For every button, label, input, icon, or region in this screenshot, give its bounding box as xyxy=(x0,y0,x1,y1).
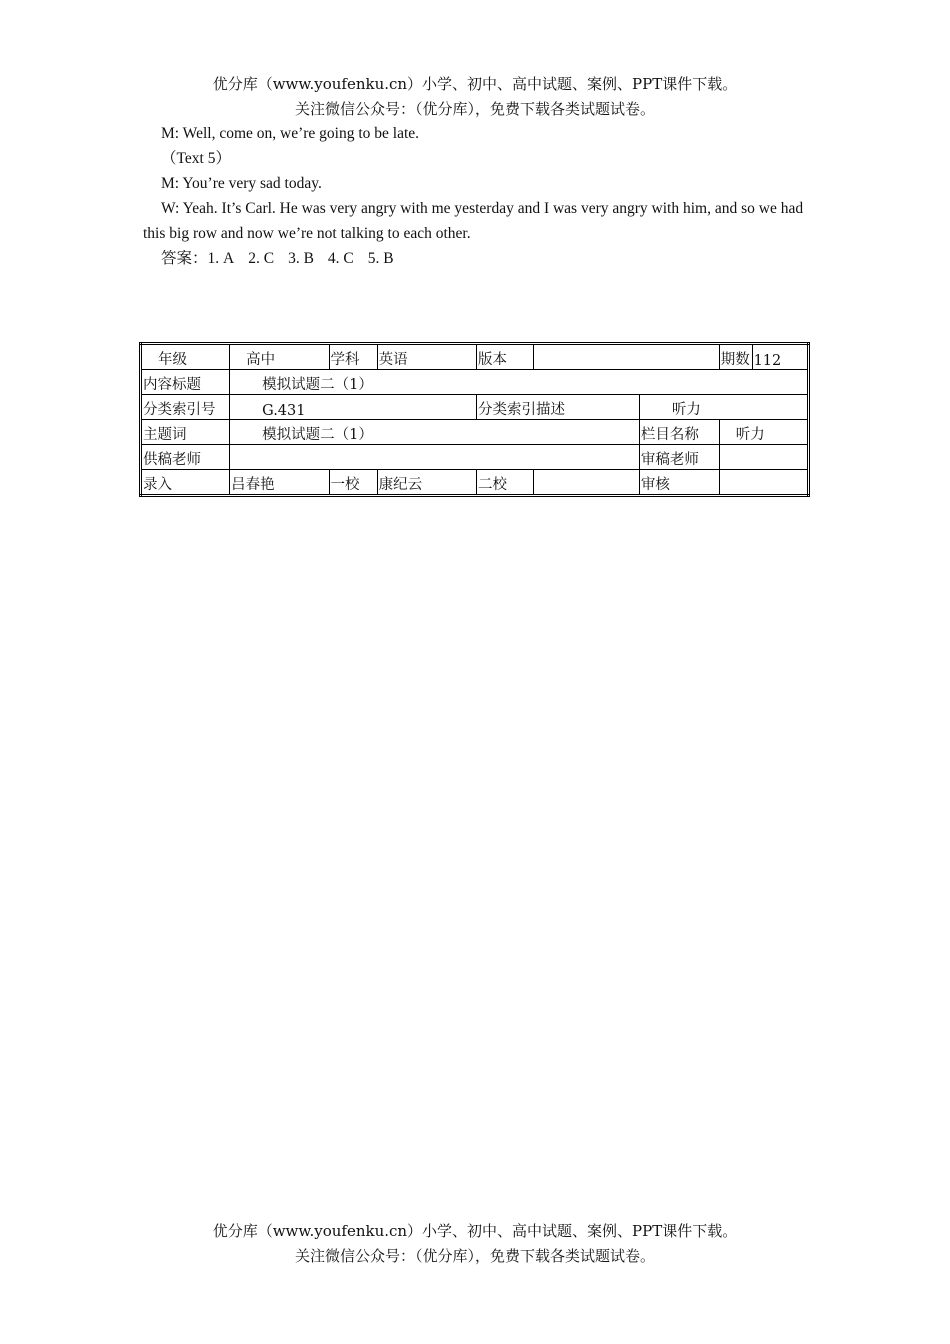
answer-4: 4. C xyxy=(327,250,354,267)
content-title-value: 模拟试题二（1） xyxy=(230,370,809,395)
contributor-label: 供稿老师 xyxy=(141,445,230,470)
table-row xyxy=(141,395,809,420)
index-desc-value: 听力 xyxy=(639,395,808,420)
subject-value: 英语 xyxy=(377,344,476,370)
keyword-value: 模拟试题二（1） xyxy=(230,420,640,445)
table-row xyxy=(141,420,809,445)
answer-1: 1. A xyxy=(207,250,235,267)
edition-value xyxy=(534,344,719,370)
header-line-2: 关注微信公众号：（优分库），免费下载各类试题试卷。 xyxy=(294,100,655,118)
header-line-1: 优分库（www.youfenku.cn）小学、初中、高中试题、案例、PPT课件下载。 xyxy=(212,75,738,93)
second-proof-label: 二校 xyxy=(477,470,534,496)
issue-label: 期数 xyxy=(719,344,752,370)
answer-2: 2. C xyxy=(248,250,275,267)
subject-label: 学科 xyxy=(329,344,377,370)
transcript-line-4: W: Yeah. It’s Carl. He was very angry with me yesterday and I was very angry with him, and so we had this big row and now we’re not talking to each other. xyxy=(143,200,804,242)
index-number-label: 分类索引号 xyxy=(141,395,230,420)
transcript-line-2: （Text 5） xyxy=(161,150,231,167)
index-desc-label: 分类索引描述 xyxy=(477,395,640,420)
entry-label: 录入 xyxy=(141,470,230,496)
metadata-table xyxy=(139,342,810,497)
first-proof-label: 一校 xyxy=(329,470,377,496)
footer-line-1: 优分库（www.youfenku.cn）小学、初中、高中试题、案例、PPT课件下载。 xyxy=(212,1222,738,1240)
reviewer-label: 审稿老师 xyxy=(639,445,719,470)
entry-value: 吕春艳 xyxy=(230,470,329,496)
audit-value xyxy=(719,470,808,496)
page-footer xyxy=(0,1219,950,1269)
column-name-value: 听力 xyxy=(719,420,808,445)
table-row xyxy=(141,445,809,470)
table-row xyxy=(141,370,809,395)
grade-value: 高中 xyxy=(230,344,329,370)
column-name-label: 栏目名称 xyxy=(639,420,719,445)
answer-3: 3. B xyxy=(288,250,314,267)
table-row xyxy=(141,344,809,370)
answer-5: 5. B xyxy=(367,250,394,267)
transcript-line-3: M: You’re very sad today. xyxy=(161,175,322,192)
contributor-value xyxy=(230,445,640,470)
page-header xyxy=(0,72,950,122)
second-proof-value xyxy=(534,470,640,496)
keyword-label: 主题词 xyxy=(141,420,230,445)
edition-label: 版本 xyxy=(477,344,534,370)
index-number-value: G.431 xyxy=(230,395,477,420)
table-row xyxy=(141,470,809,496)
transcript-line-1: M: Well, come on, we’re going to be late. xyxy=(161,125,420,142)
content-title-label: 内容标题 xyxy=(141,370,230,395)
transcript-text xyxy=(143,121,811,271)
grade-label: 年级 xyxy=(141,344,230,370)
issue-value: 112 xyxy=(752,344,808,370)
first-proof-value: 康纪云 xyxy=(377,470,476,496)
answers-label: 答案： xyxy=(161,250,208,267)
answers-line xyxy=(143,246,811,271)
audit-label: 审核 xyxy=(639,470,719,496)
reviewer-value xyxy=(719,445,808,470)
footer-line-2: 关注微信公众号：（优分库），免费下载各类试题试卷。 xyxy=(294,1247,655,1265)
